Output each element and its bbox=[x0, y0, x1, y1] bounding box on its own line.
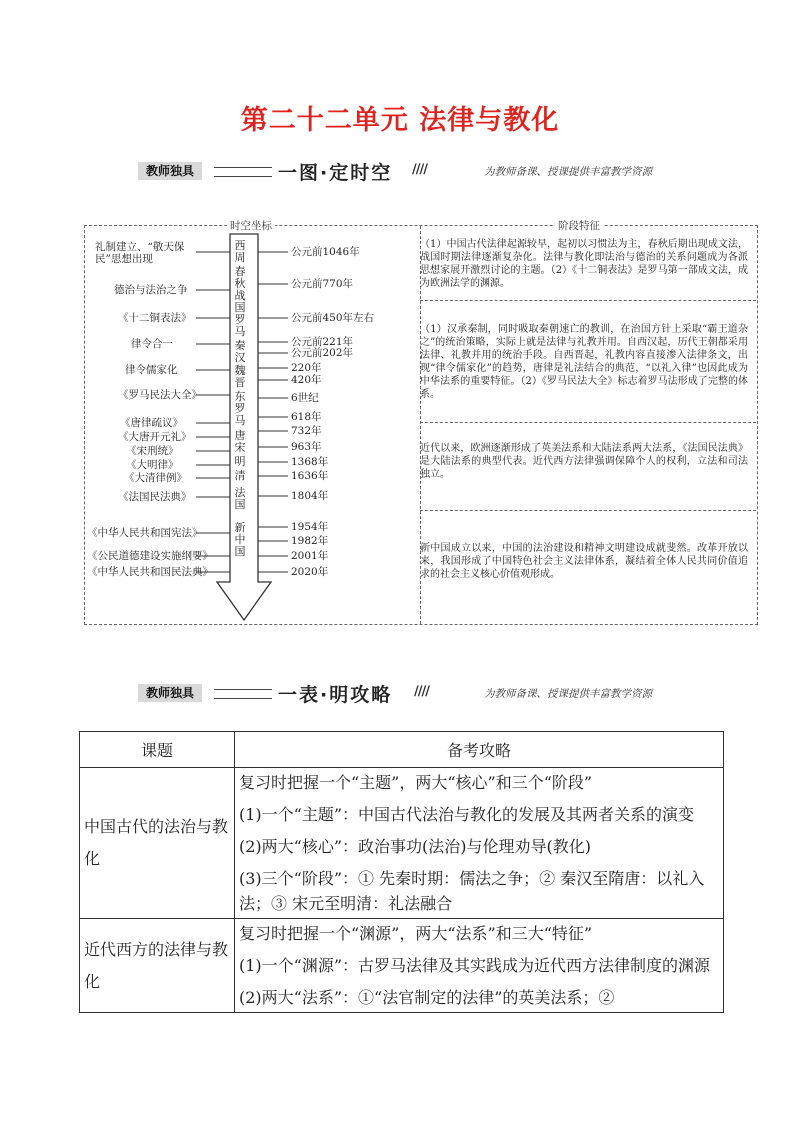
feature-divider bbox=[420, 510, 756, 511]
section-heading: 一表·明攻略 bbox=[278, 684, 393, 706]
stage-feature: （1）中国古代法律起源较早，起初以习惯法为主，春秋后期出现成文法，战国时期法律逐渐复杂化。法律与教化即法治与德治的关系问题成为各派思想家展开激烈讨论的主题。（2）《十二铜表法》是罗马第一部成文法，成为欧洲法学的渊源。 bbox=[420, 239, 748, 289]
section-note: 为教师备课、授课提供丰富教学资源 bbox=[484, 688, 652, 700]
strategy-line: 复习时把握一个“渊源”，两大“法系”和三大“特征” bbox=[239, 924, 593, 943]
timeline-dynasty: 西周 bbox=[234, 239, 246, 264]
section-heading: 一图·定时空 bbox=[278, 162, 393, 184]
timeline-dynasty: 清 bbox=[234, 469, 246, 482]
timeline-date: 1368年 bbox=[291, 456, 329, 468]
feature-divider bbox=[420, 300, 756, 301]
column-header: 课题 bbox=[80, 732, 235, 768]
table-row bbox=[80, 919, 724, 1013]
teacher-tag: 教师独具 bbox=[138, 684, 202, 702]
timeline-event: 《宋刑统》 bbox=[126, 445, 179, 457]
strategy-line: (1)一个“渊源”：古罗马法律及其实践成为近代西方法律制度的渊源 bbox=[239, 956, 711, 975]
section-note: 为教师备课、授课提供丰富教学资源 bbox=[484, 166, 652, 178]
strategy-cell bbox=[235, 919, 724, 1013]
timeline-right-header: 阶段特征 bbox=[555, 218, 603, 233]
stage-feature: 新中国成立以来，中国的法治建设和精神文明建设成就斐然。改革开放以来，我国形成了中国特色社会主义法律体系，凝结着全体人民共同价值追求的社会主义核心价值观形成。 bbox=[420, 543, 748, 580]
timeline-dynasty: 魏晋 bbox=[234, 364, 246, 389]
table-row bbox=[80, 768, 724, 919]
timeline-date: 公元前1046年 bbox=[291, 246, 360, 258]
decor-lines-left bbox=[214, 689, 272, 699]
timeline-date: 1636年 bbox=[291, 470, 329, 482]
strategy-line: (3)三个“阶段”：① 先秦时期：儒法之争；② 秦汉至隋唐：以礼入法；③ 宋元至明清：礼法融合 bbox=[239, 869, 705, 913]
timeline-event: 《唐律疏议》 bbox=[120, 417, 183, 429]
strategy-line: (2)两大“法系”：①“法官制定的法律”的英美法系；② bbox=[239, 988, 615, 1007]
timeline-date: 1804年 bbox=[291, 490, 329, 502]
timeline-event: 礼制建立、“敬天保民”思想出现 bbox=[95, 241, 185, 265]
timeline-dynasty: 明 bbox=[234, 455, 246, 468]
decor-lines-left bbox=[214, 167, 272, 177]
timeline-dynasty: 唐 bbox=[234, 429, 246, 442]
timeline-dynasty: 汉 bbox=[234, 351, 246, 364]
timeline-event: 《公民道德建设实施纲要》 bbox=[87, 550, 213, 562]
teacher-tag: 教师独具 bbox=[138, 162, 202, 180]
timeline-event: 《罗马民法大全》 bbox=[118, 389, 202, 401]
column-header: 备考攻略 bbox=[235, 732, 724, 768]
timeline-event: 《大清律例》 bbox=[124, 472, 187, 484]
timeline-dynasty: 春秋战国 bbox=[234, 265, 246, 314]
timeline-event: 《法国民法典》 bbox=[118, 491, 192, 503]
section-header-table bbox=[138, 682, 678, 708]
timeline-event: 《大明律》 bbox=[126, 459, 179, 471]
strategy-line: (2)两大“核心”：政治事功(法治)与伦理劝导(教化) bbox=[239, 837, 591, 856]
timeline-dynasty: 宋 bbox=[234, 441, 246, 454]
timeline-dynasty: 罗马 bbox=[234, 313, 246, 338]
section-header-map bbox=[138, 160, 678, 186]
timeline-dynasty: 东罗马 bbox=[234, 390, 246, 427]
timeline-dynasty: 新中国 bbox=[234, 521, 246, 558]
timeline-date: 公元前450年左右 bbox=[291, 312, 375, 324]
timeline-date: 732年 bbox=[291, 425, 322, 437]
timeline-dynasty: 秦 bbox=[234, 339, 246, 352]
decor-slashes: //// bbox=[414, 684, 429, 699]
timeline-event: 德治与法治之争 bbox=[114, 284, 188, 296]
page-title: 第二十二单元 法律与教化 bbox=[240, 105, 560, 136]
timeline-date: 公元前221年 bbox=[291, 336, 354, 348]
topic-cell: 中国古代的法治与教化 bbox=[80, 768, 235, 919]
timeline-date: 2001年 bbox=[291, 550, 329, 562]
timeline-dynasty: 法国 bbox=[234, 486, 246, 511]
timeline-date: 公元前770年 bbox=[291, 278, 354, 290]
timeline-event: 《中华人民共和国宪法》 bbox=[87, 527, 203, 539]
strategy-cell bbox=[235, 768, 724, 919]
timeline-date: 420年 bbox=[291, 374, 322, 386]
timeline-left-header: 时空坐标 bbox=[227, 218, 275, 233]
timeline-date: 1954年 bbox=[291, 521, 329, 533]
timeline-date: 220年 bbox=[291, 362, 322, 374]
timeline-event: 律令儒家化 bbox=[125, 364, 178, 376]
feature-divider bbox=[420, 422, 756, 423]
timeline-date: 963年 bbox=[291, 441, 322, 453]
strategy-table bbox=[79, 731, 724, 1013]
timeline-event: 《大唐开元礼》 bbox=[118, 431, 192, 443]
timeline-date: 1982年 bbox=[291, 535, 329, 547]
timeline-date: 公元前202年 bbox=[291, 347, 354, 359]
decor-slashes: //// bbox=[412, 162, 427, 177]
timeline-event: 《中华人民共和国民法典》 bbox=[87, 566, 213, 578]
timeline-event: 《十二铜表法》 bbox=[118, 312, 192, 324]
strategy-line: 复习时把握一个“主题”，两大“核心”和三个“阶段” bbox=[239, 773, 593, 792]
strategy-line: (1)一个“主题”：中国古代法治与教化的发展及其两者关系的演变 bbox=[239, 805, 695, 824]
table-header-row bbox=[80, 732, 724, 768]
stage-feature: （1）汉承秦制，同时吸取秦朝速亡的教训，在治国方针上采取“霸王道杂之”的统治策略，实际上就是法律与礼教并用。自西汉起，历代王朝都采用法律、礼教并用的统治手段。自西晋起，礼教内容直接渗入法律条文，出现“律令儒家化”的趋势，唐律是礼法结合的典范，“以礼入律”也因此成为中华法系的重要特征。（2）《罗马民法大全》标志着罗马法形成了完整的体系。 bbox=[420, 324, 748, 400]
timeline-date: 618年 bbox=[291, 411, 322, 423]
timeline-date: 2020年 bbox=[291, 566, 329, 578]
timeline-event: 律令合一 bbox=[131, 338, 173, 350]
stage-feature: 近代以来，欧洲逐渐形成了英美法系和大陆法系两大法系，《法国民法典》是大陆法系的典型代表。近代西方法律强调保障个人的权利，立法和司法独立。 bbox=[420, 443, 748, 480]
timeline-date: 6世纪 bbox=[291, 392, 319, 404]
topic-cell: 近代西方的法律与教化 bbox=[80, 919, 235, 1013]
